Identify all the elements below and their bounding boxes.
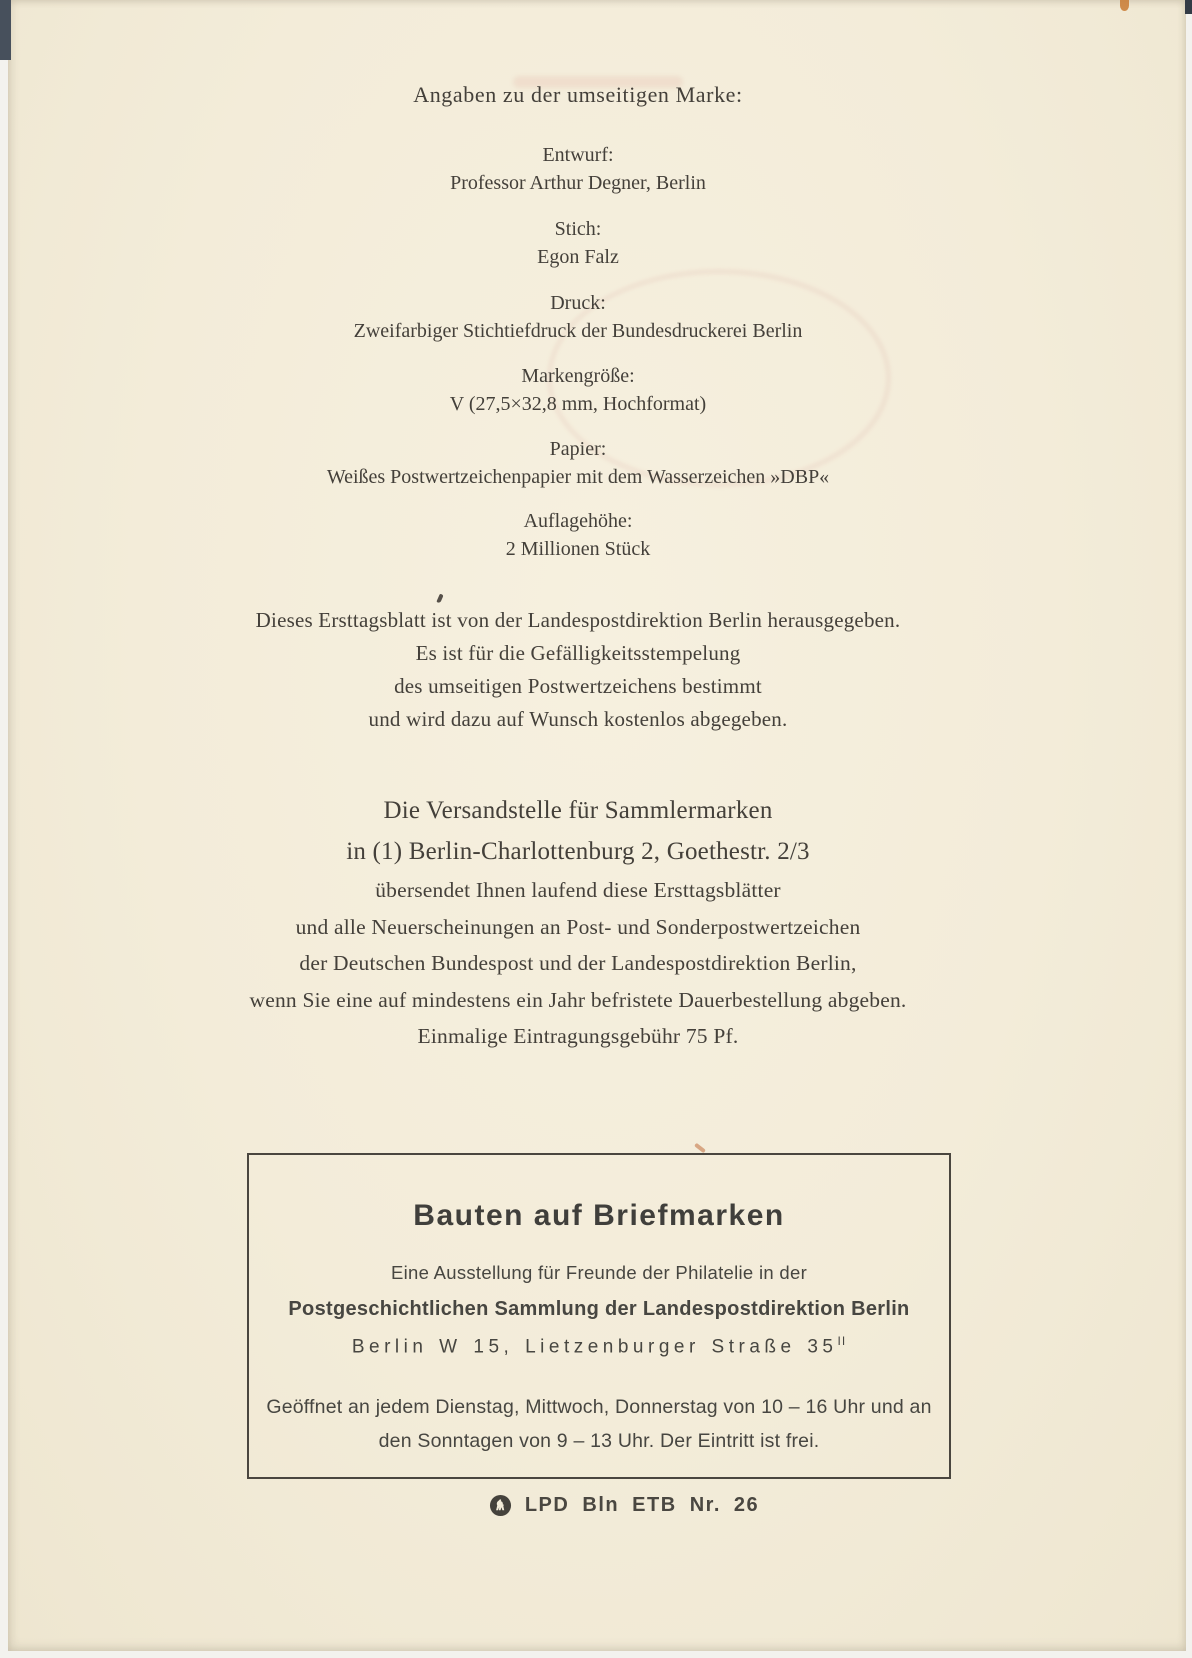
address-text: Berlin W 15, Lietzenburger Straße 35	[351, 1336, 838, 1358]
address-floor-superscript: II	[837, 1334, 847, 1348]
issue-note	[8, 604, 1148, 736]
spec-label: Druck:	[550, 292, 606, 314]
spec-entwurf	[8, 142, 1148, 197]
scan-fleck	[1120, 0, 1129, 11]
spec-value: Weißes Postwertzeichenpapier mit dem Wasserzeichen »DBP«	[326, 465, 830, 488]
spec-value: Zweifarbiger Stichtiefdruck der Bundesdruckerei Berlin	[353, 319, 803, 342]
spec-label: Stich:	[554, 218, 602, 240]
scanned-sheet	[8, 0, 1186, 1651]
subscription-line: wenn Sie eine auf mindestens ein Jahr befristete Dauerbestellung abgeben.	[249, 987, 907, 1012]
subscription-line: Einmalige Eintragungsgebühr 75 Pf.	[417, 1024, 739, 1048]
page-title: Angaben zu der umseitigen Marke:	[413, 82, 743, 107]
scan-edge-artifact	[1185, 0, 1192, 14]
issue-note-line: des umseitigen Postwertzeichens bestimmt	[394, 674, 762, 698]
subscription-lead-line: in (1) Berlin-Charlottenburg 2, Goethestr. 2/3	[346, 838, 810, 865]
exhibition-address	[249, 1334, 949, 1358]
spec-label: Auflagehöhe:	[523, 510, 633, 532]
exhibition-hours-line1: Geöffnet an jedem Dienstag, Mittwoch, Donnerstag von 10 – 16 Uhr und an	[266, 1396, 932, 1418]
berlin-bear-stamp-icon	[489, 1494, 512, 1517]
spec-value: Egon Falz	[537, 245, 619, 268]
issue-note-line: Es ist für die Gefälligkeitsstempelung	[415, 641, 741, 665]
exhibition-subtitle: Eine Ausstellung für Freunde der Philatelie in der	[390, 1262, 808, 1283]
exhibition-ad-box	[247, 1153, 951, 1479]
spec-papier	[8, 436, 1148, 491]
scan-edge-artifact	[0, 0, 11, 60]
scan-speck	[436, 594, 443, 604]
spec-label: Papier:	[549, 438, 607, 460]
spec-markengroesse	[8, 363, 1148, 418]
exhibition-hours-line2: den Sonntagen von 9 – 13 Uhr. Der Eintritt ist frei.	[378, 1430, 820, 1452]
spec-label: Markengröße:	[521, 365, 635, 387]
subscription-line: und alle Neuerscheinungen an Post- und Sonderpostwertzeichen	[295, 914, 861, 939]
issue-note-line: Dieses Ersttagsblatt ist von der Landespostdirektion Berlin herausgegeben.	[255, 608, 901, 632]
exhibition-collection: Postgeschichtlichen Sammlung der Landespostdirektion Berlin	[288, 1298, 910, 1320]
scan-fleck	[694, 1143, 706, 1154]
subscription-note-lead	[8, 790, 1148, 872]
subscription-line: der Deutschen Bundespost und der Landespostdirektion Berlin,	[299, 951, 857, 975]
subscription-lead-line: Die Versandstelle für Sammlermarken	[383, 797, 773, 824]
spec-stich	[8, 216, 1148, 271]
spec-druck	[8, 290, 1148, 345]
spec-value: Professor Arthur Degner, Berlin	[450, 171, 706, 194]
catalogue-number-row	[35, 1494, 1192, 1517]
spec-label: Entwurf:	[542, 144, 614, 166]
subscription-line: übersendet Ihnen laufend diese Ersttagsblätter	[375, 878, 781, 902]
spec-value: 2 Millionen Stück	[505, 537, 651, 560]
spec-auflagehoehe	[8, 508, 1148, 563]
spec-value: V (27,5×32,8 mm, Hochformat)	[449, 392, 707, 415]
exhibition-title: Bauten auf Briefmarken	[413, 1199, 785, 1232]
subscription-note-body	[8, 872, 1148, 1055]
issue-note-line: und wird dazu auf Wunsch kostenlos abgegeben.	[368, 707, 788, 731]
catalogue-number: LPD Bln ETB Nr. 26	[524, 1494, 760, 1516]
